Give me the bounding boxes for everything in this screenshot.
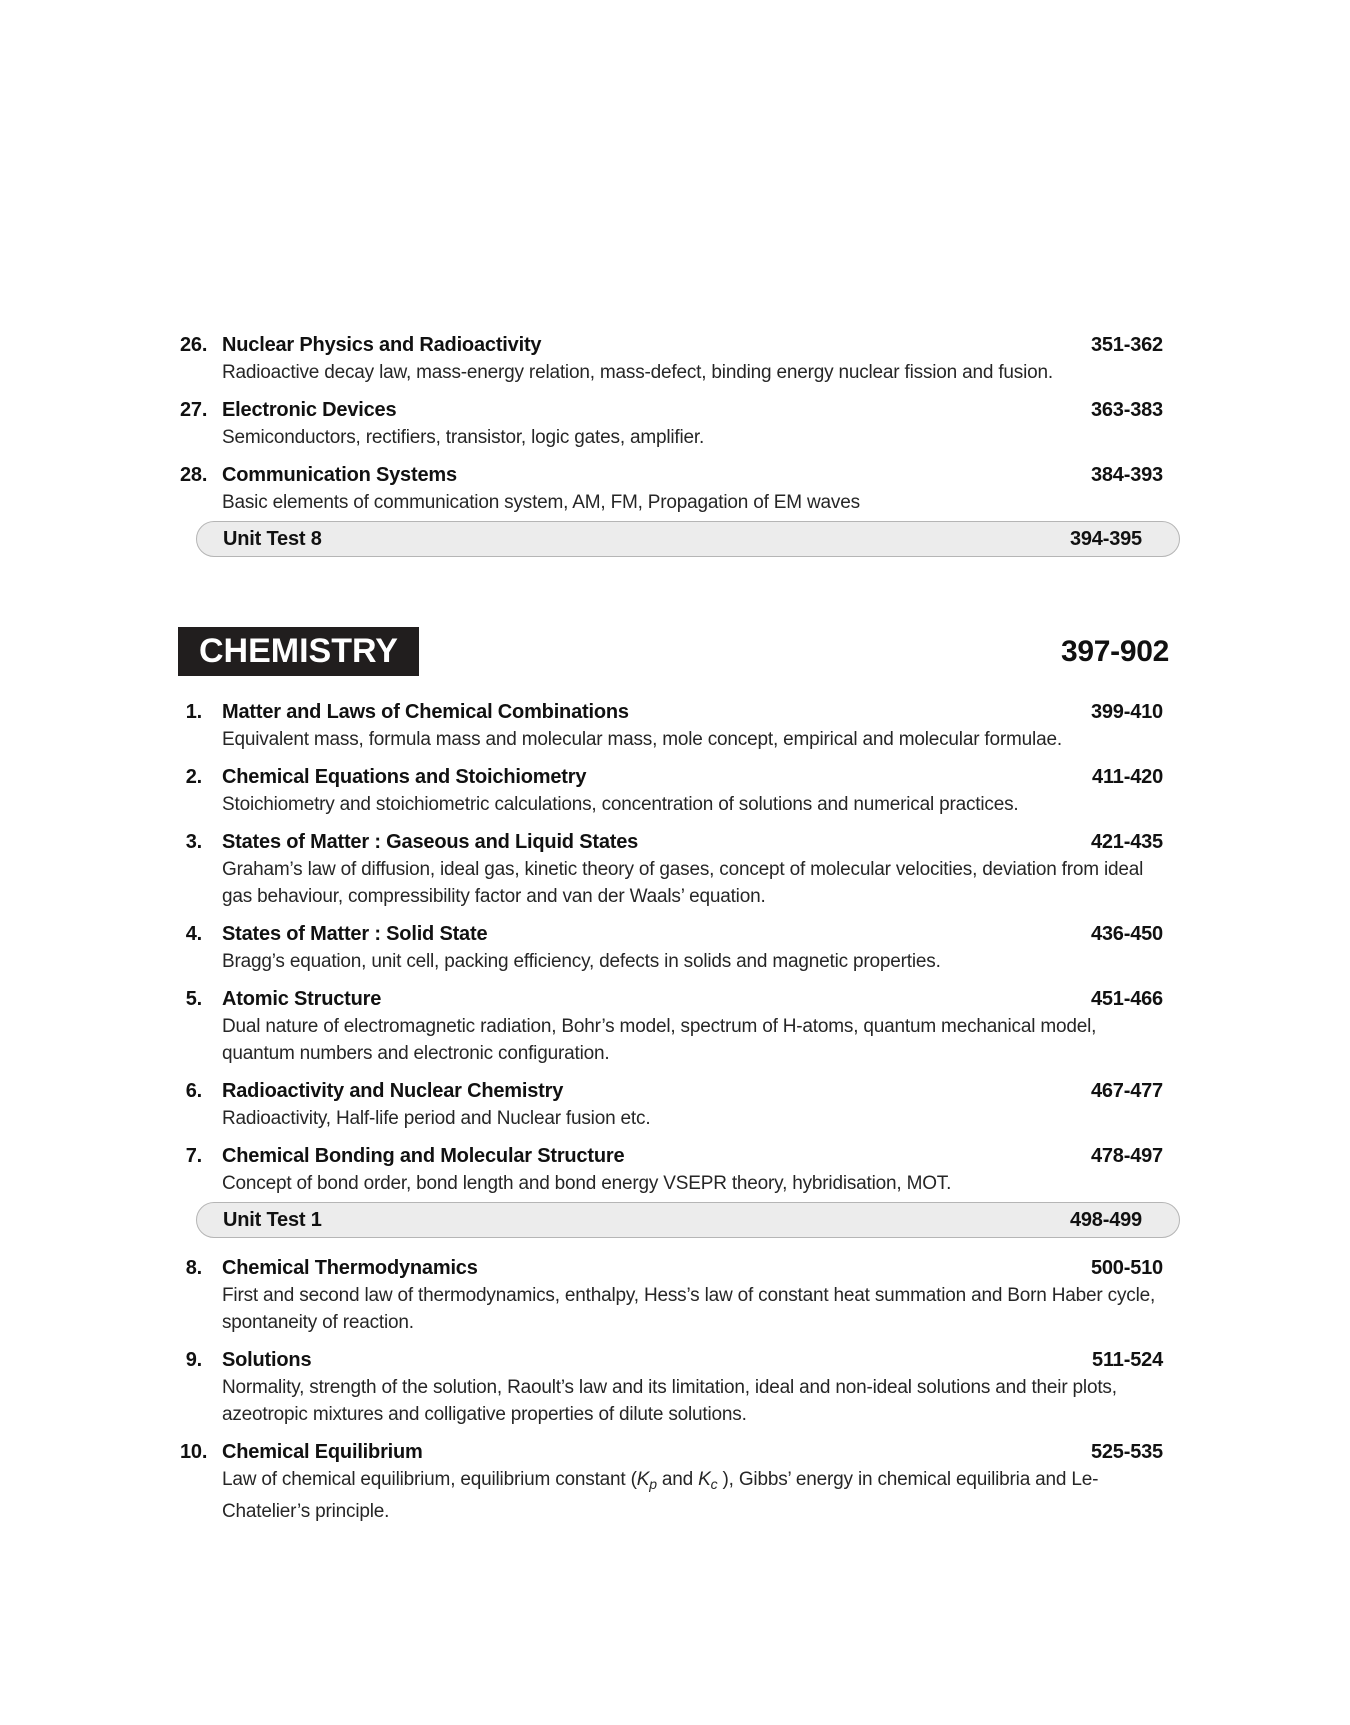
desc-text: ), Gibbs’ energy in chemical equilibria and Le-Chatelier’s principle. [222,1469,1099,1522]
chapter-pages: 421-435 [1090,831,1163,853]
chapter-pages: 399-410 [1090,701,1163,723]
chapter-description: Semiconductors, rectifiers, transistor, logic gates, amplifier. [222,427,705,448]
chapter-title: Radioactivity and Nuclear Chemistry [222,1080,564,1102]
toc-item-2 [180,764,1163,818]
chapter-head [180,921,1163,948]
k-subscript: c [710,1476,718,1492]
toc-item-7 [180,1143,1163,1197]
chapter-head [180,986,1163,1013]
chapter-head [180,764,1163,791]
unit-test-1-bar [196,1202,1180,1238]
chapter-description [180,1466,1163,1525]
chapter-number: 9. [185,1349,202,1371]
chapter-number: 7. [185,1145,202,1167]
chapter-pages: 351-362 [1090,334,1163,356]
desc-text: and [656,1469,699,1490]
chemistry-section-header [178,627,1169,676]
unit-test-label: Unit Test 1 [223,1208,322,1231]
section-title-box: CHEMISTRY [178,627,419,676]
chapter-number: 5. [185,988,202,1010]
chapter-title: Chemical Equilibrium [222,1441,423,1463]
unit-test-label: Unit Test 8 [223,527,322,550]
toc-item-4 [180,921,1163,975]
chapter-head [180,829,1163,856]
toc-item-6 [180,1078,1163,1132]
chapter-number: 1. [185,701,202,723]
chapter-description: Concept of bond order, bond length and bond energy VSEPR theory, hybridisation, MOT. [222,1173,952,1194]
toc-item-1 [180,699,1163,753]
chapter-head [180,1143,1163,1170]
toc-item-9 [180,1347,1163,1428]
chapter-pages: 436-450 [1090,923,1163,945]
unit-test-pages: 394-395 [1069,527,1142,550]
chapter-head [180,1347,1163,1374]
toc-item-28 [180,462,1163,516]
chapter-title: Matter and Laws of Chemical Combinations [222,701,629,723]
chapter-number: 10. [180,1441,208,1463]
chapter-title: Chemical Equations and Stoichiometry [222,766,587,788]
chapter-number: 27. [180,399,208,421]
unit-test-8-bar [196,521,1180,557]
toc-item-3 [180,829,1163,910]
chapter-description: Dual nature of electromagnetic radiation, Bohr’s model, spectrum of H-atoms, quantum mechanical model, quantum numbers and electronic configuration. [222,1016,1097,1064]
chapter-head [180,462,1163,489]
chapter-description: Equivalent mass, formula mass and molecular mass, mole concept, empirical and molecular formulae. [222,729,1062,750]
toc-item-8 [180,1255,1163,1336]
chapter-description: Basic elements of communication system, AM, FM, Propagation of EM waves [222,492,860,513]
chapter-description: Stoichiometry and stoichiometric calculations, concentration of solutions and numerical practices. [222,794,1019,815]
chapter-head [180,332,1163,359]
chapter-head [180,397,1163,424]
chapter-head [180,1255,1163,1282]
unit-test-pages: 498-499 [1069,1208,1142,1231]
section-pages: 397-902 [1061,634,1169,668]
chapter-pages: 411-420 [1092,766,1163,788]
chapter-title: Communication Systems [222,464,457,486]
toc-page [180,332,1169,1536]
k-symbol: K [698,1469,711,1490]
chapter-number: 8. [185,1257,202,1279]
chapter-description: Radioactivity, Half-life period and Nuclear fusion etc. [222,1108,651,1129]
chapter-description: Normality, strength of the solution, Raoult’s law and its limitation, ideal and non-ideal solutions and their plots, azeotropic mixtures and colligative properties of dilute solutions. [222,1377,1117,1425]
chapter-number: 2. [185,766,202,788]
chapter-number: 28. [180,464,208,486]
chapter-title: Nuclear Physics and Radioactivity [222,334,542,356]
chapter-title: States of Matter : Gaseous and Liquid States [222,831,639,853]
chapter-head [180,699,1163,726]
toc-item-27 [180,397,1163,451]
chapter-pages: 451-466 [1090,988,1163,1010]
chapter-head [180,1439,1163,1466]
chapter-pages: 384-393 [1090,464,1163,486]
chapter-description: Graham’s law of diffusion, ideal gas, kinetic theory of gases, concept of molecular velocities, deviation from ideal gas behaviour, compressibility factor and van der Waals’ equation. [222,859,1144,907]
toc-item-10 [180,1439,1163,1525]
chapter-pages: 511-524 [1092,1349,1163,1371]
chapter-pages: 467-477 [1090,1080,1163,1102]
chapter-title: Chemical Bonding and Molecular Structure [222,1145,625,1167]
chapter-description: Radioactive decay law, mass-energy relation, mass-defect, binding energy nuclear fission and fusion. [222,362,1053,383]
chapter-description: First and second law of thermodynamics, enthalpy, Hess’s law of constant heat summation and Born Haber cycle, spontaneity of reaction. [222,1285,1156,1333]
chapter-number: 6. [185,1080,202,1102]
chapter-number: 26. [180,334,208,356]
chapter-pages: 363-383 [1090,399,1163,421]
chapter-pages: 478-497 [1090,1145,1163,1167]
chapter-title: States of Matter : Solid State [222,923,488,945]
chapter-title: Atomic Structure [222,988,382,1010]
chapter-head [180,1078,1163,1105]
chapter-title: Solutions [222,1349,312,1371]
k-subscript: p [649,1476,657,1492]
chapter-pages: 500-510 [1090,1257,1163,1279]
k-symbol: K [636,1469,650,1490]
toc-item-5 [180,986,1163,1067]
chapter-description: Bragg’s equation, unit cell, packing efficiency, defects in solids and magnetic properties. [222,951,941,972]
chapter-title: Chemical Thermodynamics [222,1257,478,1279]
chapter-pages: 525-535 [1090,1441,1163,1463]
chapter-number: 3. [185,831,202,853]
desc-text: Law of chemical equilibrium, equilibrium constant ( [222,1469,637,1490]
chapter-title: Electronic Devices [222,399,397,421]
chapter-number: 4. [185,923,202,945]
toc-item-26 [180,332,1163,386]
